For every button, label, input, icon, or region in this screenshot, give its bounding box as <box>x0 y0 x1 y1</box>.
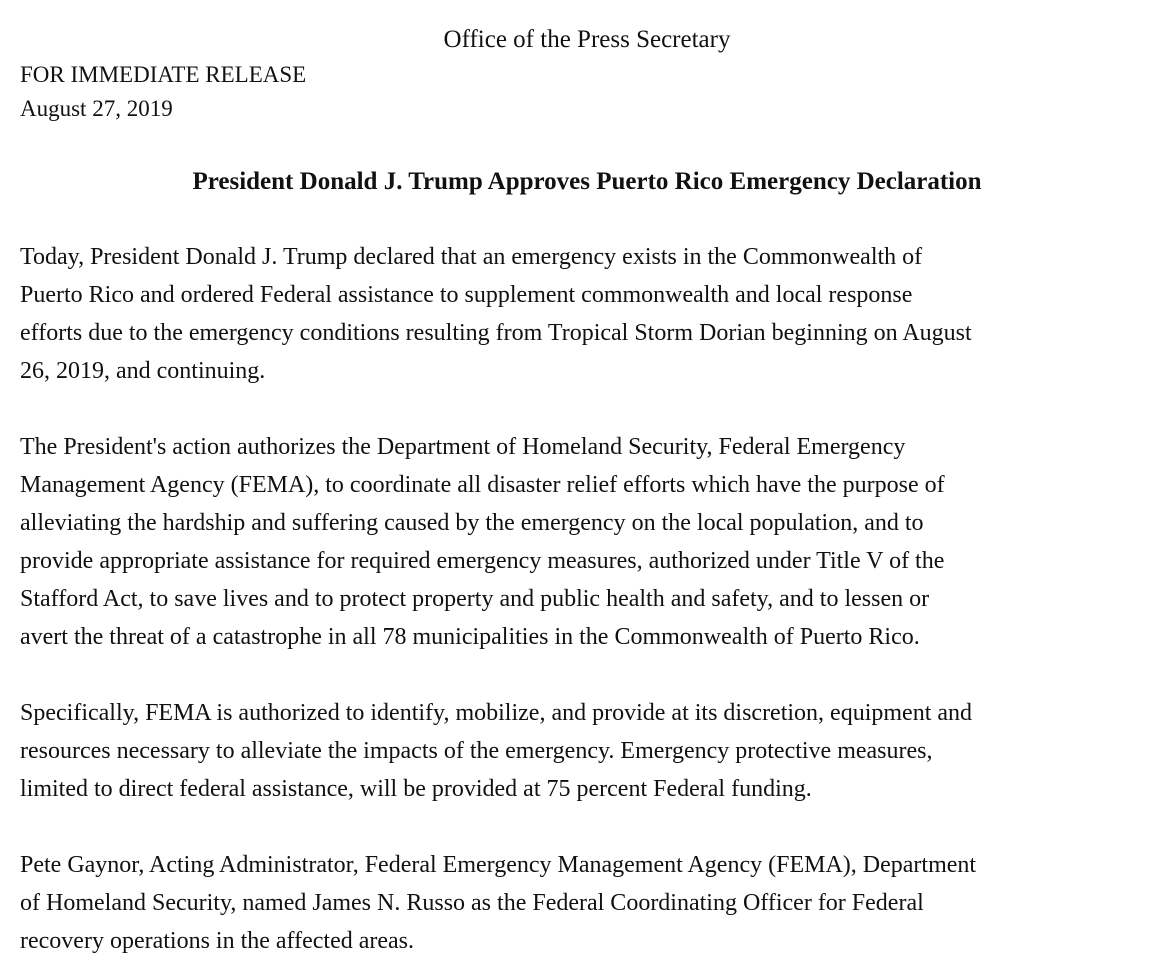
paragraph-coordinating-officer <box>20 846 1154 960</box>
paragraph-line: Specifically, FEMA is authorized to identify, mobilize, and provide at its discretion, equipment and <box>20 700 973 726</box>
paragraph-line: The President's action authorizes the Department of Homeland Security, Federal Emergency <box>20 434 906 460</box>
paragraph-line: Stafford Act, to save lives and to protect property and public health and safety, and to lessen or <box>20 586 930 612</box>
paragraph-line: Today, President Donald J. Trump declared that an emergency exists in the Commonwealth of <box>20 244 923 270</box>
paragraph-line: Puerto Rico and ordered Federal assistance to supplement commonwealth and local response <box>20 282 913 308</box>
paragraph-line: 26, 2019, and continuing. <box>20 358 266 384</box>
paragraph-line: of Homeland Security, named James N. Russo as the Federal Coordinating Officer for Federal <box>20 890 924 916</box>
release-label: FOR IMMEDIATE RELEASE <box>20 62 307 87</box>
office-title: Office of the Press Secretary <box>443 26 731 53</box>
paragraph-line: Management Agency (FEMA), to coordinate all disaster relief efforts which have the purpose of <box>20 472 945 498</box>
paragraph-line: avert the threat of a catastrophe in all 78 municipalities in the Commonwealth of Puerto Rico. <box>20 624 920 650</box>
paragraph-line: alleviating the hardship and suffering caused by the emergency on the local population, and to <box>20 510 924 536</box>
paragraph-fema-authority <box>20 694 1154 808</box>
paragraph-line: efforts due to the emergency conditions resulting from Tropical Storm Dorian beginning on August <box>20 320 972 346</box>
paragraph-line: provide appropriate assistance for required emergency measures, authorized under Title V of the <box>20 548 945 574</box>
paragraph-line: Pete Gaynor, Acting Administrator, Federal Emergency Management Agency (FEMA), Department <box>20 852 977 878</box>
paragraph-line: recovery operations in the affected areas. <box>20 928 415 954</box>
paragraph-line: resources necessary to alleviate the impacts of the emergency. Emergency protective measures, <box>20 738 933 764</box>
release-date: August 27, 2019 <box>20 96 173 121</box>
paragraph-line: limited to direct federal assistance, will be provided at 75 percent Federal funding. <box>20 776 812 802</box>
headline: President Donald J. Trump Approves Puerto Rico Emergency Declaration <box>192 168 982 195</box>
paragraph-authorization <box>20 428 1154 656</box>
paragraph-declaration <box>20 238 1154 390</box>
